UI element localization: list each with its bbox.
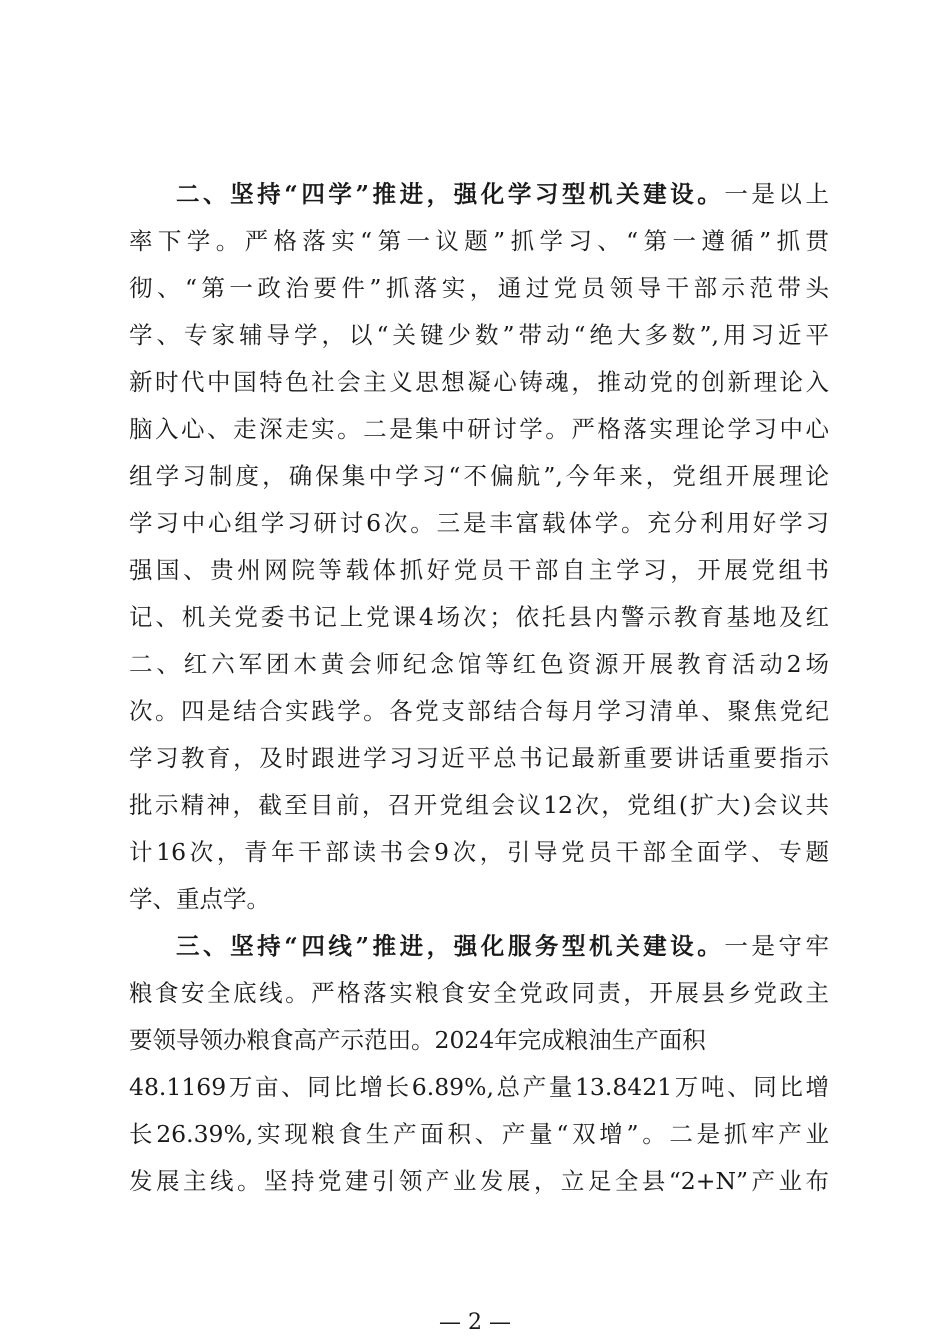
body-line: 一是守牢 [724,932,829,960]
body-line: 一是以上 [724,180,829,208]
body-line: 组学习制度，确保集中学习“不偏航”,今年来，党组开展理论 [129,462,829,490]
body-line: 学、专家辅导学，以“关键少数”带动“绝大多数”,用习近平 [129,321,829,349]
body-line: 粮食安全底线。严格落实粮食安全党政同责，开展县乡党政主 [129,979,829,1007]
body-line: 二、红六军团木黄会师纪念馆等红色资源开展教育活动2场 [129,650,829,678]
body-line: 学习中心组学习研讨6次。三是丰富载体学。充分利用好学习 [129,509,829,537]
body-line: 新时代中国特色社会主义思想凝心铸魂，推动党的创新理论入 [129,368,829,396]
body-line: 学、重点学。 [129,885,270,913]
body-line: 彻、“第一政治要件”抓落实，通过党员领导干部示范带头 [129,274,829,302]
body-line: 强国、贵州网院等载体抓好党员干部自主学习，开展党组书 [129,556,829,584]
section2-first-line [129,171,829,218]
body-line: 率下学。严格落实“第一议题”抓学习、“第一遵循”抓贯 [129,227,829,255]
body-line: 批示精神，截至目前，召开党组会议12次，党组(扩大)会议共 [129,791,829,819]
body-line: 计16次，青年干部读书会9次，引导党员干部全面学、专题 [129,838,829,866]
section3-heading: 三、坚持“四线”推进，强化服务型机关建设。 [176,932,725,960]
body-line: 学习教育，及时跟进学习习近平总书记最新重要讲话重要指示 [129,744,829,772]
body-line: 脑入心、走深走实。二是集中研讨学。严格落实理论学习中心 [129,415,829,443]
body-line: 发展主线。坚持党建引领产业发展，立足全县“2+N”产业布 [129,1167,829,1195]
body-line: 次。四是结合实践学。各党支部结合每月学习清单、聚焦党纪 [129,697,829,725]
body-line: 记、机关党委书记上党课4场次；依托县内警示教育基地及红 [129,603,829,631]
body-line: 48.1169万亩、同比增长6.89%,总产量13.8421万吨、同比增 [129,1073,829,1101]
section2-heading: 二、坚持“四学”推进，强化学习型机关建设。 [176,180,725,208]
section3-first-line [129,923,829,970]
body-line: 要领导领办粮食高产示范田。2024年完成粮油生产面积 [129,1026,706,1054]
page-number: — 2 — [439,1310,511,1335]
body-line: 长26.39%,实现粮食生产面积、产量“双增”。二是抓牢产业 [129,1120,829,1148]
body-text [129,171,829,1205]
